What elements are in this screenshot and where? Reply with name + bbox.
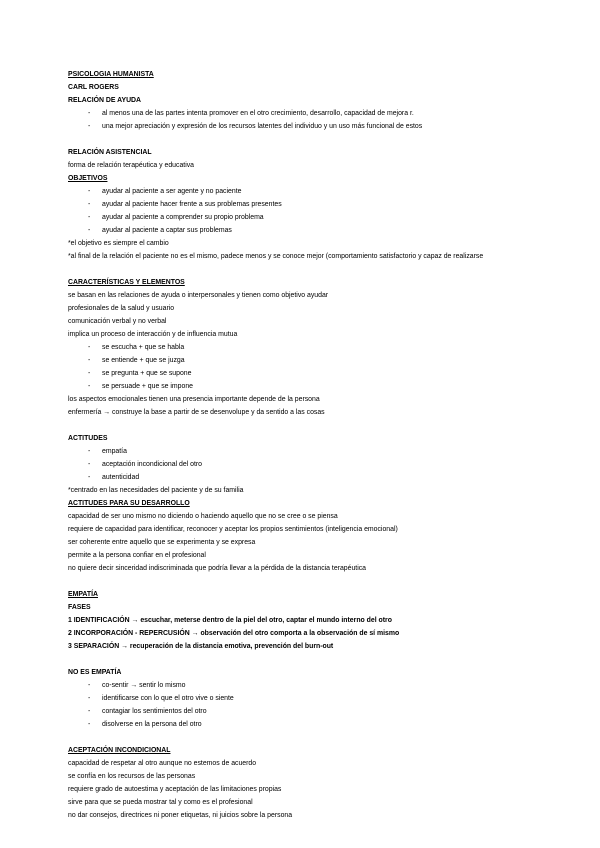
heading-no-es-empatia: NO ES EMPATÍA bbox=[68, 669, 122, 676]
note-line: *al final de la relación el paciente no es el mismo, padece menos y se conoce mejor (comportamiento satisfactorio y capaz de realizarse bbox=[68, 253, 484, 260]
heading-actitudes: ACTITUDES bbox=[68, 435, 108, 442]
heading-relacion-asistencial: RELACIÓN ASISTENCIAL bbox=[68, 149, 152, 156]
fase-line: 1 IDENTIFICACIÓN → escuchar, meterse dentro de la piel del otro, captar el mundo interno del otro bbox=[68, 617, 392, 624]
heading-aceptacion: ACEPTACIÓN INCONDICIONAL bbox=[68, 747, 171, 754]
heading-relacion-ayuda: RELACIÓN DE AYUDA bbox=[68, 97, 141, 104]
text-line: enfermería → construye la base a partir de se desenvolupe y da sentido a las cosas bbox=[68, 409, 325, 416]
list-item: - se pregunta + que se supone bbox=[68, 367, 568, 380]
text-line: los aspectos emocionales tienen una presencia importante depende de la persona bbox=[68, 396, 320, 403]
list-item: - empatía bbox=[68, 445, 568, 458]
list-item: - disolverse en la persona del otro bbox=[68, 718, 568, 731]
heading-actitudes-desarrollo: ACTITUDES PARA SU DESARROLLO bbox=[68, 500, 190, 507]
heading-objetivos: OBJETIVOS bbox=[68, 175, 108, 182]
heading-caracteristicas: CARACTERÍSTICAS Y ELEMENTOS bbox=[68, 279, 185, 286]
fase-line: 3 SEPARACIÓN → recuperación de la distancia emotiva, prevención del burn-out bbox=[68, 643, 334, 650]
text-line: forma de relación terapéutica y educativa bbox=[68, 162, 195, 169]
text-line: se basan en las relaciones de ayuda o interpersonales y tienen como objetivo ayudar bbox=[68, 292, 329, 299]
list-item: - se persuade + que se impone bbox=[68, 380, 568, 393]
text-line: comunicación verbal y no verbal bbox=[68, 318, 167, 325]
text-line: se confía en los recursos de las personas bbox=[68, 773, 196, 780]
text-line: no quiere decir sinceridad indiscriminada que podría llevar a la pérdida de la distancia terapéutica bbox=[68, 565, 367, 572]
text-line: ser coherente entre aquello que se experimenta y se expresa bbox=[68, 539, 256, 546]
text-line: implica un proceso de interacción y de influencia mutua bbox=[68, 331, 238, 338]
text-line: no dar consejos, directrices ni poner etiquetas, ni juicios sobre la persona bbox=[68, 812, 293, 819]
text-line: permite a la persona confiar en el profesional bbox=[68, 552, 206, 559]
text-line: sirve para que se pueda mostrar tal y como es el profesional bbox=[68, 799, 253, 806]
list-item: - autenticidad bbox=[68, 471, 568, 484]
fase-line: 2 INCORPORACIÓN - REPERCUSIÓN → observación del otro comporta a la observación de sí mismo bbox=[68, 630, 400, 637]
list-item: - identificarse con lo que el otro vive o siente bbox=[68, 692, 568, 705]
list-item: - se entiende + que se juzga bbox=[68, 354, 568, 367]
list-item: - una mejor apreciación y expresión de los recursos latentes del individuo y un uso más funcional de estos bbox=[68, 120, 568, 133]
note-line: *el objetivo es siempre el cambio bbox=[68, 240, 169, 247]
document-page bbox=[68, 68, 568, 822]
list-item: - ayudar al paciente a ser agente y no paciente bbox=[68, 185, 568, 198]
doc-author: CARL ROGERS bbox=[68, 84, 119, 91]
list-item: - ayudar al paciente a captar sus problemas bbox=[68, 224, 568, 237]
list-item: - al menos una de las partes intenta promover en el otro crecimiento, desarrollo, capacidad de mejora r. bbox=[68, 107, 568, 120]
text-line: requiere grado de autoestima y aceptación de las limitaciones propias bbox=[68, 786, 282, 793]
text-line: requiere de capacidad para identificar, reconocer y aceptar los propios sentimientos (inteligencia emocional) bbox=[68, 526, 398, 533]
list-item: - ayudar al paciente a comprender su propio problema bbox=[68, 211, 568, 224]
list-item: - ayudar al paciente hacer frente a sus problemas presentes bbox=[68, 198, 568, 211]
doc-title: PSICOLOGIA HUMANISTA bbox=[68, 71, 154, 78]
heading-fases: FASES bbox=[68, 604, 91, 611]
list-item: - se escucha + que se habla bbox=[68, 341, 568, 354]
text-line: capacidad de ser uno mismo no diciendo o haciendo aquello que no se cree o se piensa bbox=[68, 513, 338, 520]
heading-empatia: EMPATÍA bbox=[68, 591, 98, 598]
note-line: *centrado en las necesidades del paciente y de su familia bbox=[68, 487, 244, 494]
list-item: - contagiar los sentimientos del otro bbox=[68, 705, 568, 718]
list-item: - aceptación incondicional del otro bbox=[68, 458, 568, 471]
list-item: - co-sentir → sentir lo mismo bbox=[68, 679, 568, 692]
text-line: capacidad de respetar al otro aunque no estemos de acuerdo bbox=[68, 760, 257, 767]
text-line: profesionales de la salud y usuario bbox=[68, 305, 175, 312]
